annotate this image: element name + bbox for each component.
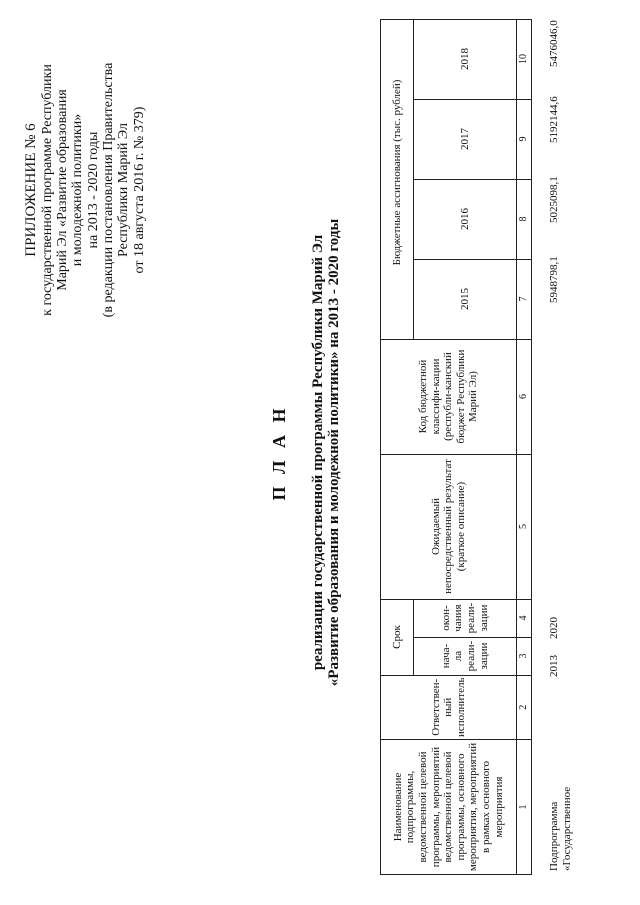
header-budget — [381, 19, 414, 339]
row-end: 2020 — [548, 617, 560, 639]
col-num-5: 5 — [517, 454, 532, 599]
col-num-10: 10 — [517, 19, 532, 99]
appendix-line: на 2013 - 2020 годы — [85, 131, 101, 249]
header-name: Наименование подпрограммы, ведомственной целевой программы, мероприятий ведомственной целевой программы, основного мероприятия, мероприятий в рамках основного мероприятия — [381, 740, 517, 875]
row-start: 2013 — [548, 655, 560, 677]
col-num-7: 7 — [517, 259, 532, 339]
header-end: окон-чания реали-зации — [414, 599, 517, 637]
col-num-1: 1 — [517, 740, 532, 875]
header-start: нача-ла реали-зации — [414, 637, 517, 675]
plan-subtitle-line1: реализации государственной программы Республики Марий Эл — [309, 234, 326, 671]
row-name-line2: «Государственное — [561, 786, 573, 871]
appendix-number: ПРИЛОЖЕНИЕ № 6 — [23, 123, 39, 257]
col-num-8: 8 — [517, 179, 532, 259]
appendix-line: от 18 августа 2016 г. № 379) — [131, 106, 147, 274]
col-num-6: 6 — [517, 339, 532, 454]
row-value-2018: 5476046,0 — [548, 20, 560, 67]
header-budget-label: Бюджетные ассигнования (тыс. рублей) — [390, 79, 403, 266]
header-year-2017: 2017 — [414, 99, 517, 179]
appendix-line: Марий Эл «Развитие образования — [54, 89, 70, 291]
row-value-2017: 5192144,6 — [548, 96, 560, 143]
col-num-9: 9 — [517, 99, 532, 179]
appendix-line: (в редакции постановления Правительства — [101, 62, 117, 318]
plan-title-block — [270, 0, 343, 905]
header-executor: Ответствен-ный исполнитель — [381, 675, 517, 739]
plan-heading: П Л А Н — [269, 404, 289, 501]
col-num-4: 4 — [517, 599, 532, 637]
header-code: Код бюджетной классифи-кации (республи-канский бюджет Республики Марий Эл) — [381, 339, 517, 454]
header-year-2015: 2015 — [414, 259, 517, 339]
header-year-2016: 2016 — [414, 179, 517, 259]
row-value-2016: 5025098,1 — [548, 176, 560, 223]
plan-table — [380, 19, 532, 875]
header-result: Ожидаемый непосредственный результат (краткое описание) — [381, 454, 517, 599]
row-value-2015: 5948798,1 — [548, 256, 560, 303]
col-num-3: 3 — [517, 637, 532, 675]
appendix-block — [23, 40, 147, 340]
header-period: Срок — [381, 599, 414, 675]
plan-subtitle-line2: «Развитие образования и молодежной политики» на 2013 - 2020 годы — [326, 218, 343, 687]
appendix-line: к государственной программе Республики — [39, 64, 55, 316]
appendix-line: Республики Марий Эл — [116, 123, 132, 257]
header-year-2018: 2018 — [414, 19, 517, 99]
appendix-line: и молодежной политики» — [70, 113, 86, 267]
col-num-2: 2 — [517, 675, 532, 739]
row-name-line1: Подпрограмма — [548, 801, 560, 871]
